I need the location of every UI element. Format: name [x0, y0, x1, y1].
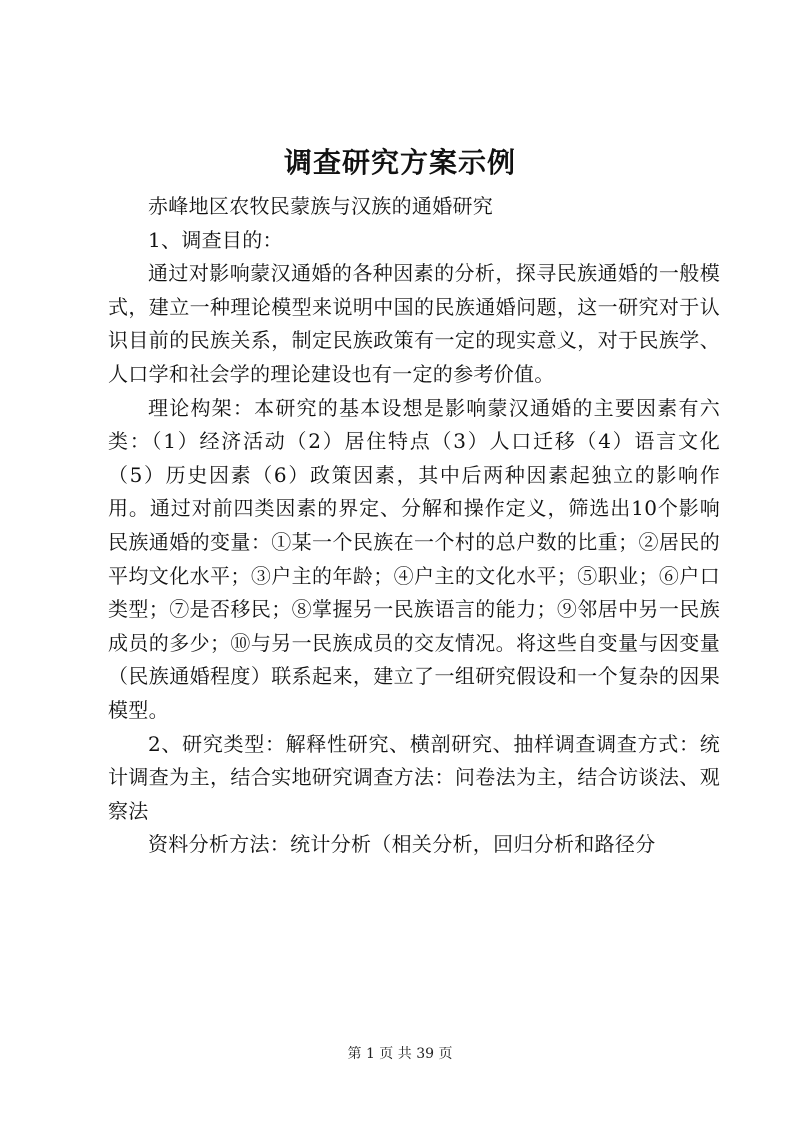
- research-type-paragraph: 2、研究类型：解释性研究、横剖研究、抽样调查调查方式：统计调查为主，结合实地研究调查方法：问卷法为主，结合访谈法、观察法: [108, 731, 720, 823]
- section-heading-purpose: 1、调查目的：: [148, 227, 283, 252]
- purpose-paragraph: 通过对影响蒙汉通婚的各种因素的分析，探寻民族通婚的一般模式，建立一种理论模型来说明中国的民族通婚问题，这一研究对于认识目前的民族关系，制定民族政策有一定的现实意义，对于民族学、人口学和社会学的理论建设也有一定的参考价值。: [108, 261, 720, 386]
- subtitle-paragraph: 赤峰地区农牧民蒙族与汉族的通婚研究: [148, 194, 494, 218]
- document-body: [108, 190, 720, 862]
- theory-paragraph: 理论构架：本研究的基本设想是影响蒙汉通婚的主要因素有六类：（1）经济活动（2）居住特点（3）人口迁移（4）语言文化（5）历史因素（6）政策因素，其中后两种因素起独立的影响作用。通过对前四类因素的界定、分解和操作定义，筛选出10个影响民族通婚的变量：①某一个民族在一个村的总户数的比重；②居民的平均文化水平；③户主的年龄；④户主的文化水平；⑤职业；⑥户口类型；⑦是否移民；⑧掌握另一民族语言的能力；⑨邻居中另一民族成员的多少；⑩与另一民族成员的交友情况。将这些自变量与因变量（民族通婚程度）联系起来，建立了一组研究假设和一个复杂的因果模型。: [108, 395, 720, 722]
- document-title: 调查研究方案示例: [283, 146, 516, 179]
- analysis-method-paragraph: 资料分析方法：统计分析（相关分析，回归分析和路径分: [148, 832, 656, 857]
- page-number-footer: 第 1 页 共 39 页: [347, 1046, 453, 1062]
